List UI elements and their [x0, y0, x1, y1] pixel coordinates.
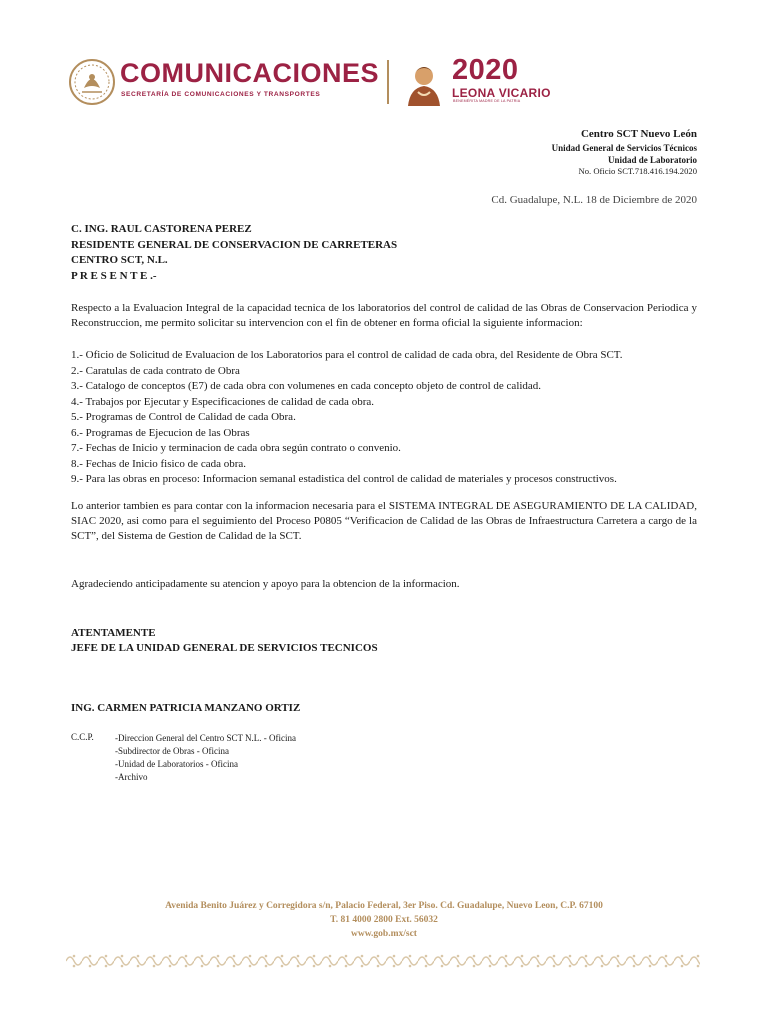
brand-subtitle: SECRETARÍA DE COMUNICACIONES Y TRANSPORTES	[121, 91, 321, 98]
signer-name: ING. CARMEN PATRICIA MANZANO ORTIZ	[71, 702, 301, 714]
closing-block	[71, 626, 378, 656]
decorative-border	[66, 951, 700, 971]
ccp-entry: -Archivo	[115, 772, 148, 782]
header-divider	[387, 60, 389, 104]
letter-date: Cd. Guadalupe, N.L. 18 de Diciembre de 2020	[491, 194, 697, 206]
recipient-block	[71, 222, 397, 284]
atentamente: ATENTAMENTE	[71, 627, 156, 639]
recipient-title: RESIDENTE GENERAL DE CONSERVACION DE CARRETERAS	[71, 238, 398, 251]
purpose-paragraph: Lo anterior tambien es para contar con la informacion necesaria para el SISTEMA INTEGRAL DE ASEGURAMIENTO DE LA CALIDAD, SIAC 2020, asi como para el seguimiento del Proceso P0805 “Verificacion de Calidad de las Obras de Infraestructura Carretera a cargo de la SCT”, del Sistema de Gestion de Calidad de la SCT.	[71, 500, 697, 542]
ccp-entry: -Unidad de Laboratorios - Oficina	[115, 759, 238, 769]
leona-tagline: BENEMÉRITA MADRE DE LA PATRIA	[453, 99, 521, 103]
sender-department: Unidad de Laboratorio	[607, 155, 697, 165]
sender-unit: Unidad General de Servicios Técnicos	[551, 143, 697, 153]
ccp-entry: -Direccion General del Centro SCT N.L. - Oficina	[115, 733, 297, 743]
coat-of-arms-icon	[68, 58, 116, 106]
thanks-paragraph: Agradeciendo anticipadamente su atencion y apoyo para la obtencion de la informacion.	[71, 578, 460, 590]
ccp-list	[115, 732, 296, 784]
footer-address: Avenida Benito Juárez y Corregidora s/n, Palacio Federal, 3er Piso. Cd. Guadalupe, Nuevo Leon, C.P. 67100	[165, 901, 603, 911]
intro-paragraph: Respecto a la Evaluacion Integral de la capacidad tecnica de los laboratorios del control de calidad de las Obras de Conservacion Periodica y Reconstruccion, me permito solicitar su intervencion con el fin de obtener en forma oficial la siguiente informacion:	[71, 302, 697, 329]
signer-title: JEFE DE LA UNIDAD GENERAL DE SERVICIOS TECNICOS	[71, 642, 378, 654]
list-item: 8.- Fechas de Inicio fisico de cada obra.	[71, 457, 247, 470]
list-item: 1.- Oficio de Solicitud de Evaluacion de los Laboratorios para el control de calidad de cada obra, del Residente de Obra SCT.	[71, 349, 623, 361]
footer-web[interactable]: www.gob.mx/sct	[351, 929, 417, 939]
recipient-name: C. ING. RAUL CASTORENA PEREZ	[71, 223, 252, 235]
leona-vicario-label: LEONA VICARIO	[452, 86, 551, 100]
list-item: 5.- Programas de Control de Calidad de cada Obra.	[71, 411, 296, 423]
list-item: 9.- Para las obras en proceso: Informacion semanal estadistica del control de calidad de materiales y procesos constructivos.	[71, 473, 617, 485]
requirements-list	[71, 348, 622, 488]
oficio-number: No. Oficio SCT.718.416.194.2020	[578, 166, 697, 176]
list-item: 4.- Trabajos por Ejecutar y Especificaciones de calidad de cada obra.	[71, 395, 374, 408]
leona-vicario-portrait-icon	[400, 58, 448, 106]
list-item: 6.- Programas de Ejecucion de las Obras	[71, 426, 250, 439]
list-item: 3.- Catalogo de conceptos (E7) de cada obra con volumenes en cada concepto objeto de control de calidad.	[71, 380, 542, 392]
ccp-entry: -Subdirector de Obras - Oficina	[115, 746, 229, 756]
ccp-label: C.C.P.	[71, 732, 94, 742]
list-item: 2.- Caratulas de cada contrato de Obra	[71, 364, 240, 377]
brand-title: COMUNICACIONES	[120, 58, 380, 88]
list-item: 7.- Fechas de Inicio y terminacion de cada obra según contrato o convenio.	[71, 442, 401, 454]
footer-phone: T. 81 4000 2800 Ext. 56032	[330, 915, 438, 925]
sender-office: Centro SCT Nuevo León	[580, 128, 697, 140]
year-2020: 2020	[452, 54, 519, 86]
presente: P R E S E N T E .-	[71, 269, 157, 282]
recipient-org: CENTRO SCT, N.L.	[71, 254, 168, 266]
